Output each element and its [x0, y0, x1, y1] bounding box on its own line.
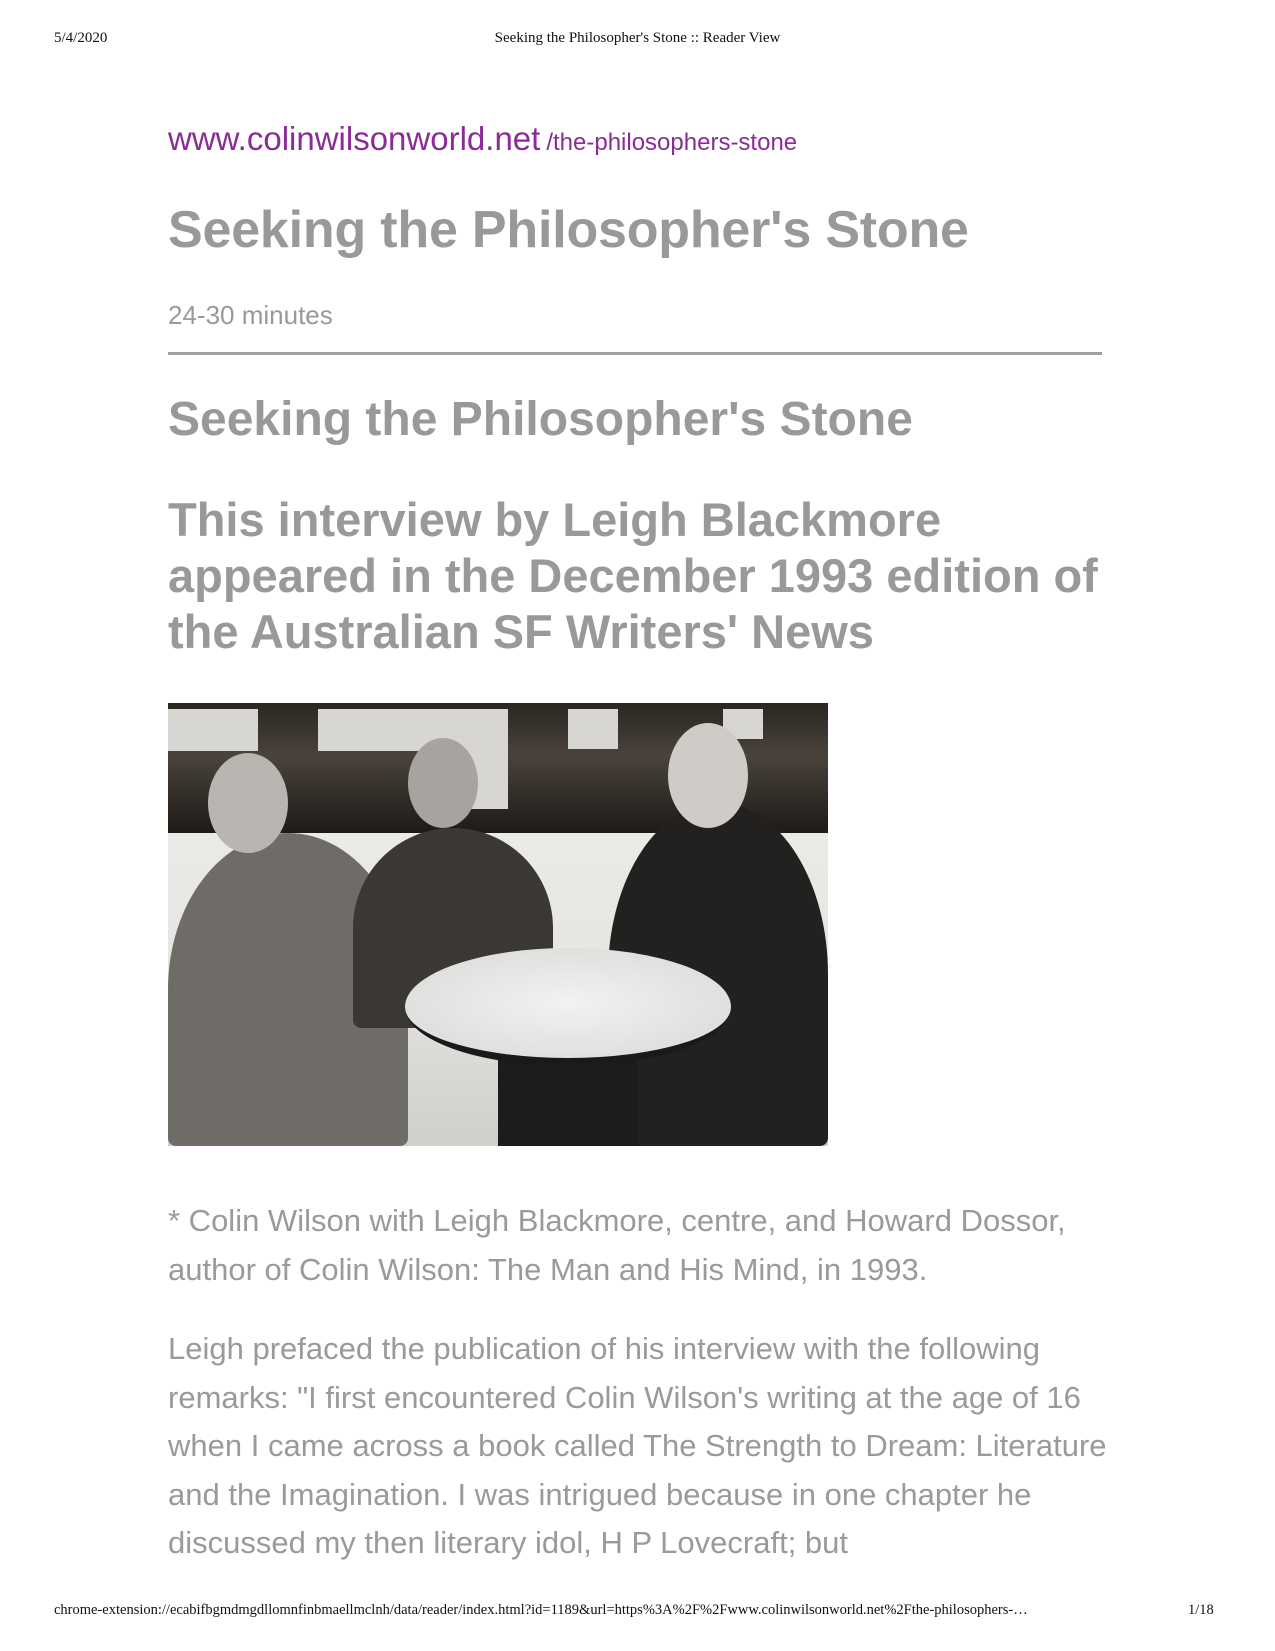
article-subheading: This interview by Leigh Blackmore appeared in the December 1993 edition of the Australian SF Writers' News — [168, 493, 1098, 658]
source-domain: www.colinwilsonworld.net — [168, 120, 541, 157]
photo-caption: * Colin Wilson with Leigh Blackmore, centre, and Howard Dossor, author of Colin Wilson: The Man and His Mind, in 1993. — [168, 1203, 1066, 1287]
print-url: chrome-extension://ecabifbgmdmgdllomnfinbmaellmclnh/data/reader/index.html?id=1189&url=https%3A%2F%2Fwww.colinwilsonworld.net%2Fthe-philosophers-… — [54, 1602, 1028, 1618]
print-date: 5/4/2020 — [54, 30, 108, 46]
article-paragraph: Leigh prefaced the publication of his interview with the following remarks: "I first encountered Colin Wilson's writing at the age of 16 when I came across a book called The Strength to Dream: Literature and the Imagination. I was intrigued because in one chapter he discussed my then literary idol, H P Lovecraft; but — [168, 1331, 1107, 1560]
source-path: /the-philosophers-stone — [546, 129, 798, 156]
article-heading: Seeking the Philosopher's Stone — [168, 393, 913, 446]
print-header — [0, 30, 1275, 50]
article-photo — [168, 703, 828, 1146]
page-number: 1/18 — [1188, 1602, 1214, 1618]
photo-table — [405, 948, 731, 1066]
print-page-title: Seeking the Philosopher's Stone :: Reader View — [494, 30, 781, 46]
source-link[interactable] — [168, 120, 797, 158]
title-divider — [168, 352, 1102, 355]
print-footer — [0, 1602, 1275, 1622]
article-title: Seeking the Philosopher's Stone — [168, 201, 969, 259]
reading-time: 24-30 minutes — [168, 300, 333, 330]
